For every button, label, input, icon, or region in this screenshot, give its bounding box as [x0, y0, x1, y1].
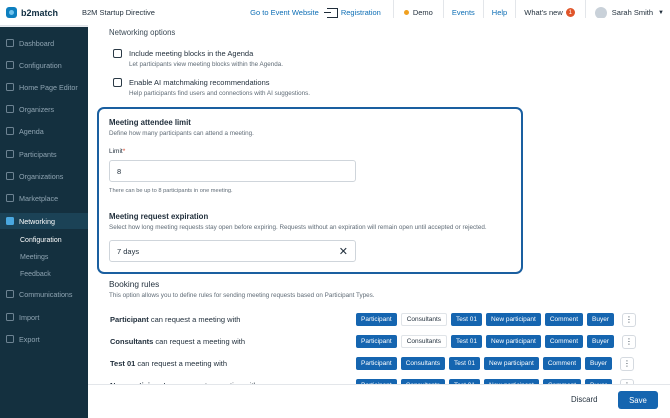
limit-input[interactable]: [109, 160, 356, 182]
sidebar-item-export[interactable]: [0, 331, 88, 347]
sidebar-item-label: Organizers: [19, 104, 55, 114]
sidebar-item-label: Dashboard: [19, 38, 55, 48]
limit-input-value: 8: [117, 166, 122, 176]
demo-label: Demo: [412, 8, 433, 17]
participant-type-chip[interactable]: New participant: [486, 313, 541, 326]
sidebar-item-marketplace[interactable]: [0, 190, 88, 206]
booking-rule-participant-type: Participant: [110, 315, 149, 324]
user-menu[interactable]: [586, 7, 664, 19]
dashboard-icon: [6, 39, 14, 47]
organizers-icon: [6, 105, 14, 113]
more-options-icon[interactable]: ⋮: [622, 335, 636, 349]
networking-options-title: Networking options: [109, 28, 176, 37]
participant-type-chip[interactable]: Test 01: [449, 357, 480, 370]
sidebar-subitem-configuration[interactable]: Configuration: [20, 237, 62, 244]
sidebar-subitem-meetings[interactable]: Meetings: [20, 254, 49, 261]
more-options-icon[interactable]: ⋮: [622, 313, 636, 327]
demo-status[interactable]: [394, 8, 443, 17]
save-button[interactable]: Save: [618, 391, 658, 409]
marketplace-icon: [6, 194, 14, 202]
networking-icon: [6, 217, 14, 225]
participant-type-chip[interactable]: Participant: [356, 357, 397, 370]
booking-rule-suffix: can request a meeting with: [153, 337, 246, 346]
footer-bar: [88, 384, 670, 418]
booking-rule-participant-type: Test 01: [110, 359, 136, 368]
participant-type-chip[interactable]: New participant: [484, 357, 539, 370]
avatar: [595, 7, 607, 19]
limit-field-label: [109, 148, 125, 155]
ai-matchmaking-help: Help participants find users and connections with AI suggestions.: [129, 90, 310, 97]
events-link[interactable]: Events: [451, 8, 475, 17]
booking-rule-participant-type: Consultants: [110, 337, 154, 346]
registration-icon: [327, 8, 338, 18]
limit-label-text: Limit: [109, 148, 123, 155]
sidebar-item-dashboard[interactable]: [0, 35, 88, 51]
export-icon: [6, 335, 14, 343]
whats-new-button[interactable]: [516, 8, 585, 17]
whats-new-label: What's new: [524, 8, 563, 17]
expiration-select[interactable]: [109, 240, 356, 262]
settings-panel: [88, 18, 670, 418]
demo-status-dot-icon: [404, 10, 409, 15]
include-meeting-blocks-help: Let participants view meeting blocks within the Agenda.: [129, 61, 284, 68]
sidebar: [0, 27, 88, 418]
sidebar-item-label: Organizations: [19, 171, 64, 181]
whats-new-count-badge: 1: [566, 8, 575, 17]
booking-rule-row: [110, 356, 650, 371]
sidebar-item-label: Marketplace: [19, 193, 59, 203]
go-to-event-website-link[interactable]: Go to Event Website: [250, 8, 319, 17]
sidebar-item-label: Import: [19, 312, 40, 322]
registration-label: Registration: [340, 8, 381, 17]
sidebar-item-organizations[interactable]: [0, 168, 88, 184]
participant-type-chip[interactable]: Consultants: [401, 357, 445, 370]
booking-rule-text: [110, 337, 356, 346]
sidebar-item-label: Networking: [19, 216, 55, 226]
meeting-request-expiration-title: Meeting request expiration: [109, 212, 209, 221]
booking-rule-text: [110, 315, 356, 324]
import-icon: [6, 313, 14, 321]
participant-type-chip[interactable]: Participant: [356, 313, 397, 326]
participant-type-chip[interactable]: New participant: [486, 335, 541, 348]
booking-rules-help: This option allows you to define rules for sending meeting requests based on Participant Types.: [109, 292, 375, 299]
logo[interactable]: [0, 7, 88, 18]
booking-rule-row: [110, 312, 650, 327]
booking-rule-row: [110, 334, 650, 349]
participant-type-chip[interactable]: Buyer: [587, 335, 614, 348]
sidebar-item-agenda[interactable]: [0, 123, 88, 139]
participant-type-chip[interactable]: Comment: [543, 357, 581, 370]
include-meeting-blocks-label: Include meeting blocks in the Agenda: [129, 49, 254, 58]
sidebar-item-communications[interactable]: [0, 286, 88, 302]
required-mark: *: [122, 148, 126, 155]
booking-rules-title: Booking rules: [109, 279, 160, 289]
sidebar-item-participants[interactable]: [0, 146, 88, 162]
registration-link[interactable]: [327, 8, 393, 18]
help-link[interactable]: Help: [491, 8, 508, 17]
participant-type-chip[interactable]: Test 01: [451, 335, 482, 348]
sidebar-item-import[interactable]: [0, 309, 88, 325]
participant-type-chip[interactable]: Buyer: [585, 357, 612, 370]
meeting-request-expiration-help: Select how long meeting requests stay open before expiring. Requests without an expiration will remain open until accepted or rejected.: [109, 224, 487, 231]
sidebar-item-label: Agenda: [19, 126, 44, 136]
close-icon[interactable]: ✕: [338, 246, 348, 258]
booking-rule-suffix: can request a meeting with: [148, 315, 241, 324]
sidebar-item-networking[interactable]: [0, 213, 88, 229]
organizations-icon: [6, 172, 14, 180]
participants-icon: [6, 150, 14, 158]
meeting-attendee-limit-title: Meeting attendee limit: [109, 118, 191, 127]
meeting-attendee-limit-help: Define how many participants can attend a meeting.: [109, 130, 254, 137]
b2match-logo-icon: [6, 7, 17, 18]
include-meeting-blocks-checkbox[interactable]: [113, 49, 122, 58]
sidebar-item-configuration[interactable]: [0, 57, 88, 73]
booking-rule-text: [110, 359, 356, 368]
participant-type-chip[interactable]: Comment: [545, 335, 583, 348]
booking-rule-suffix: can request a meeting with: [135, 359, 228, 368]
highlighted-settings-card: [97, 107, 523, 274]
ai-matchmaking-label: Enable AI matchmaking recommendations: [129, 78, 270, 87]
user-name: Sarah Smith: [611, 8, 654, 17]
event-name: B2M Startup Directive: [82, 8, 155, 17]
sidebar-item-label: Communications: [19, 289, 73, 299]
sidebar-item-home-page-editor[interactable]: [0, 79, 88, 95]
configuration-icon: [6, 61, 14, 69]
sidebar-item-label: Participants: [19, 149, 57, 159]
participant-type-chip[interactable]: Consultants: [401, 313, 447, 326]
communications-icon: [6, 290, 14, 298]
chevron-down-icon: ▼: [658, 9, 664, 16]
agenda-icon: [6, 127, 14, 135]
participant-type-chip[interactable]: Test 01: [451, 313, 482, 326]
participant-type-chip[interactable]: Buyer: [587, 313, 614, 326]
sidebar-item-organizers[interactable]: [0, 101, 88, 117]
expiration-select-value: 7 days: [117, 246, 140, 256]
sidebar-item-label: Home Page Editor: [19, 82, 78, 92]
discard-button[interactable]: Discard: [571, 395, 598, 404]
ai-matchmaking-checkbox[interactable]: [113, 78, 122, 87]
more-options-icon[interactable]: ⋮: [620, 357, 634, 371]
sidebar-subitem-feedback[interactable]: Feedback: [20, 271, 51, 278]
participant-type-chip[interactable]: Comment: [545, 313, 583, 326]
participant-type-chip[interactable]: Consultants: [401, 335, 447, 348]
sidebar-item-label: Export: [19, 334, 40, 344]
participant-type-chip[interactable]: Participant: [356, 335, 397, 348]
sidebar-item-label: Configuration: [19, 60, 62, 70]
home-page-editor-icon: [6, 83, 14, 91]
logo-text: b2match: [21, 7, 59, 18]
limit-hint: There can be up to 8 participants in one meeting.: [109, 188, 233, 194]
